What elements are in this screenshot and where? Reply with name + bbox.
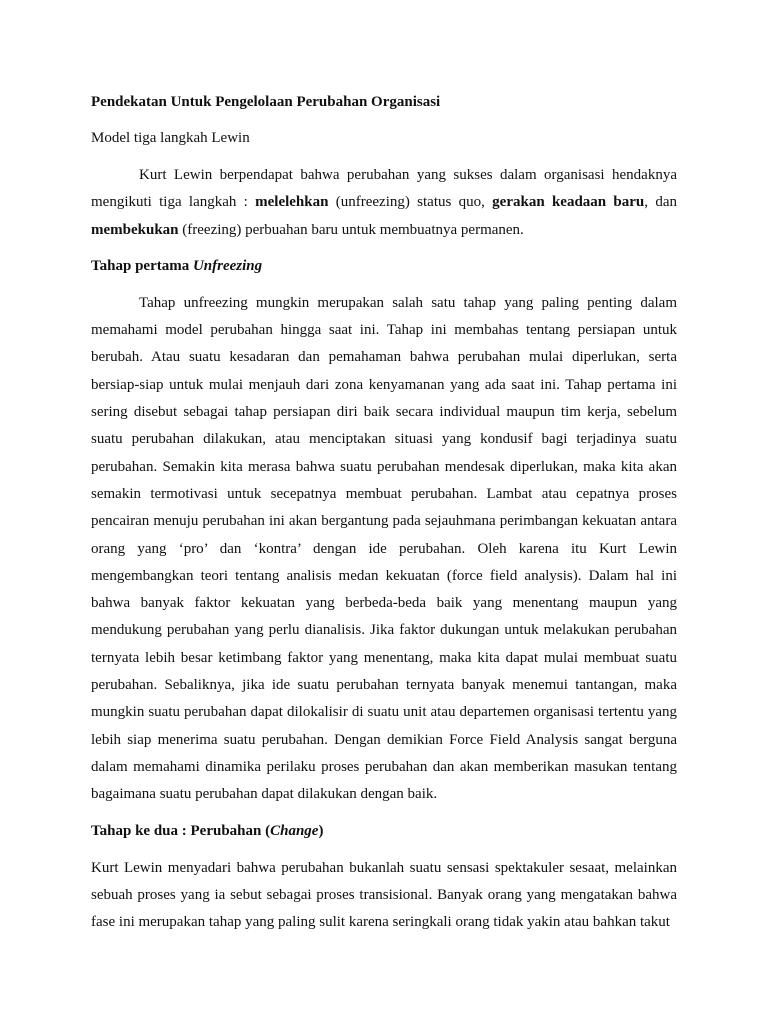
intro-text-3: , dan	[644, 194, 677, 211]
section2-title-italic: Change	[270, 822, 319, 839]
section1-paragraph: Tahap unfreezing mungkin merupakan salah satu tahap yang paling penting dalam memahami model perubahan hingga saat ini. Tahap ini membahas tentang persiapan untuk berubah. Atau suatu kesadaran dan pemahaman bahwa perubahan mulai diperlukan, serta bersiap-siap untuk mulai menjauh dari zona kenyamanan yang ada saat ini. Tahap pertama ini sering disebut sebagai tahap persiapan diri baik secara individual maupun tim kerja, sebelum suatu perubahan dilakukan, atau menciptakan situasi yang kondusif bagi terjadinya suatu perubahan. Semakin kita merasa bahwa suatu perubahan mendesak diperlukan, maka kita akan semakin termotivasi untuk secepatnya membuat perubahan. Lambat atau cepatnya proses pencairan menuju perubahan ini akan bergantung pada sejauhmana perimbangan kekuatan antara orang yang ‘pro’ dan ‘kontra’ dengan ide perubahan. Oleh karena itu Kurt Lewin mengembangkan teori tentang analisis medan kekuatan (force field analysis). Dalam hal ini bahwa banyak faktor kekuatan yang berbeda-beda baik yang menentang maupun yang mendukung perubahan yang perlu dianalisis. Jika faktor dukungan untuk melakukan perubahan ternyata lebih besar ketimbang faktor yang menentang, maka kita dapat mulai membuat suatu perubahan. Sebaliknya, jika ide suatu perubahan ternyata banyak menemui tantangan, maka mungkin suatu perubahan dapat dilokalisir di suatu unit atau departemen organisasi tertentu yang lebih siap menerima suatu perubahan. Dengan demikian Force Field Analysis sangat berguna dalam memahami dinamika perilaku proses perubahan dan akan memberikan masukan tentang bagaimana suatu perubahan dapat dilakukan dengan baik.	[91, 294, 677, 803]
section2-title	[91, 819, 677, 843]
intro-text-1: Kurt Lewin berpendapat bahwa perubahan yang sukses dalam organisasi hendaknya mengikuti tiga langkah :	[91, 167, 677, 211]
intro-bold-3: membekukan	[91, 221, 179, 238]
intro-text-2: (unfreezing) status quo,	[328, 194, 493, 211]
section1-title-text: Tahap pertama	[91, 257, 193, 274]
section1-title-italic: Unfreezing	[192, 257, 263, 274]
intro-bold-2: gerakan keadaan baru	[492, 194, 645, 211]
section2-paragraph: Kurt Lewin menyadari bahwa perubahan bukanlah suatu sensasi spektakuler sesaat, melainkan sebuah proses yang ia sebut sebagai proses transisional. Banyak orang yang mengatakan bahwa fase ini merupakan tahap yang paling sulit karena seringkali orang tidak yakin atau bahkan takut	[91, 859, 677, 931]
document-page	[91, 90, 677, 946]
section1-title	[91, 254, 677, 278]
document-subtitle: Model tiga langkah Lewin	[91, 130, 250, 146]
document-title: Pendekatan Untuk Pengelolaan Perubahan Organisasi	[91, 94, 441, 110]
intro-text-4: (freezing) perbuahan baru untuk membuatnya permanen.	[178, 221, 524, 238]
section2-title-close: )	[318, 822, 324, 839]
intro-paragraph	[91, 162, 677, 244]
section2-title-text: Tahap ke dua : Perubahan (	[91, 822, 271, 839]
intro-bold-1: melelehkan	[255, 194, 329, 211]
